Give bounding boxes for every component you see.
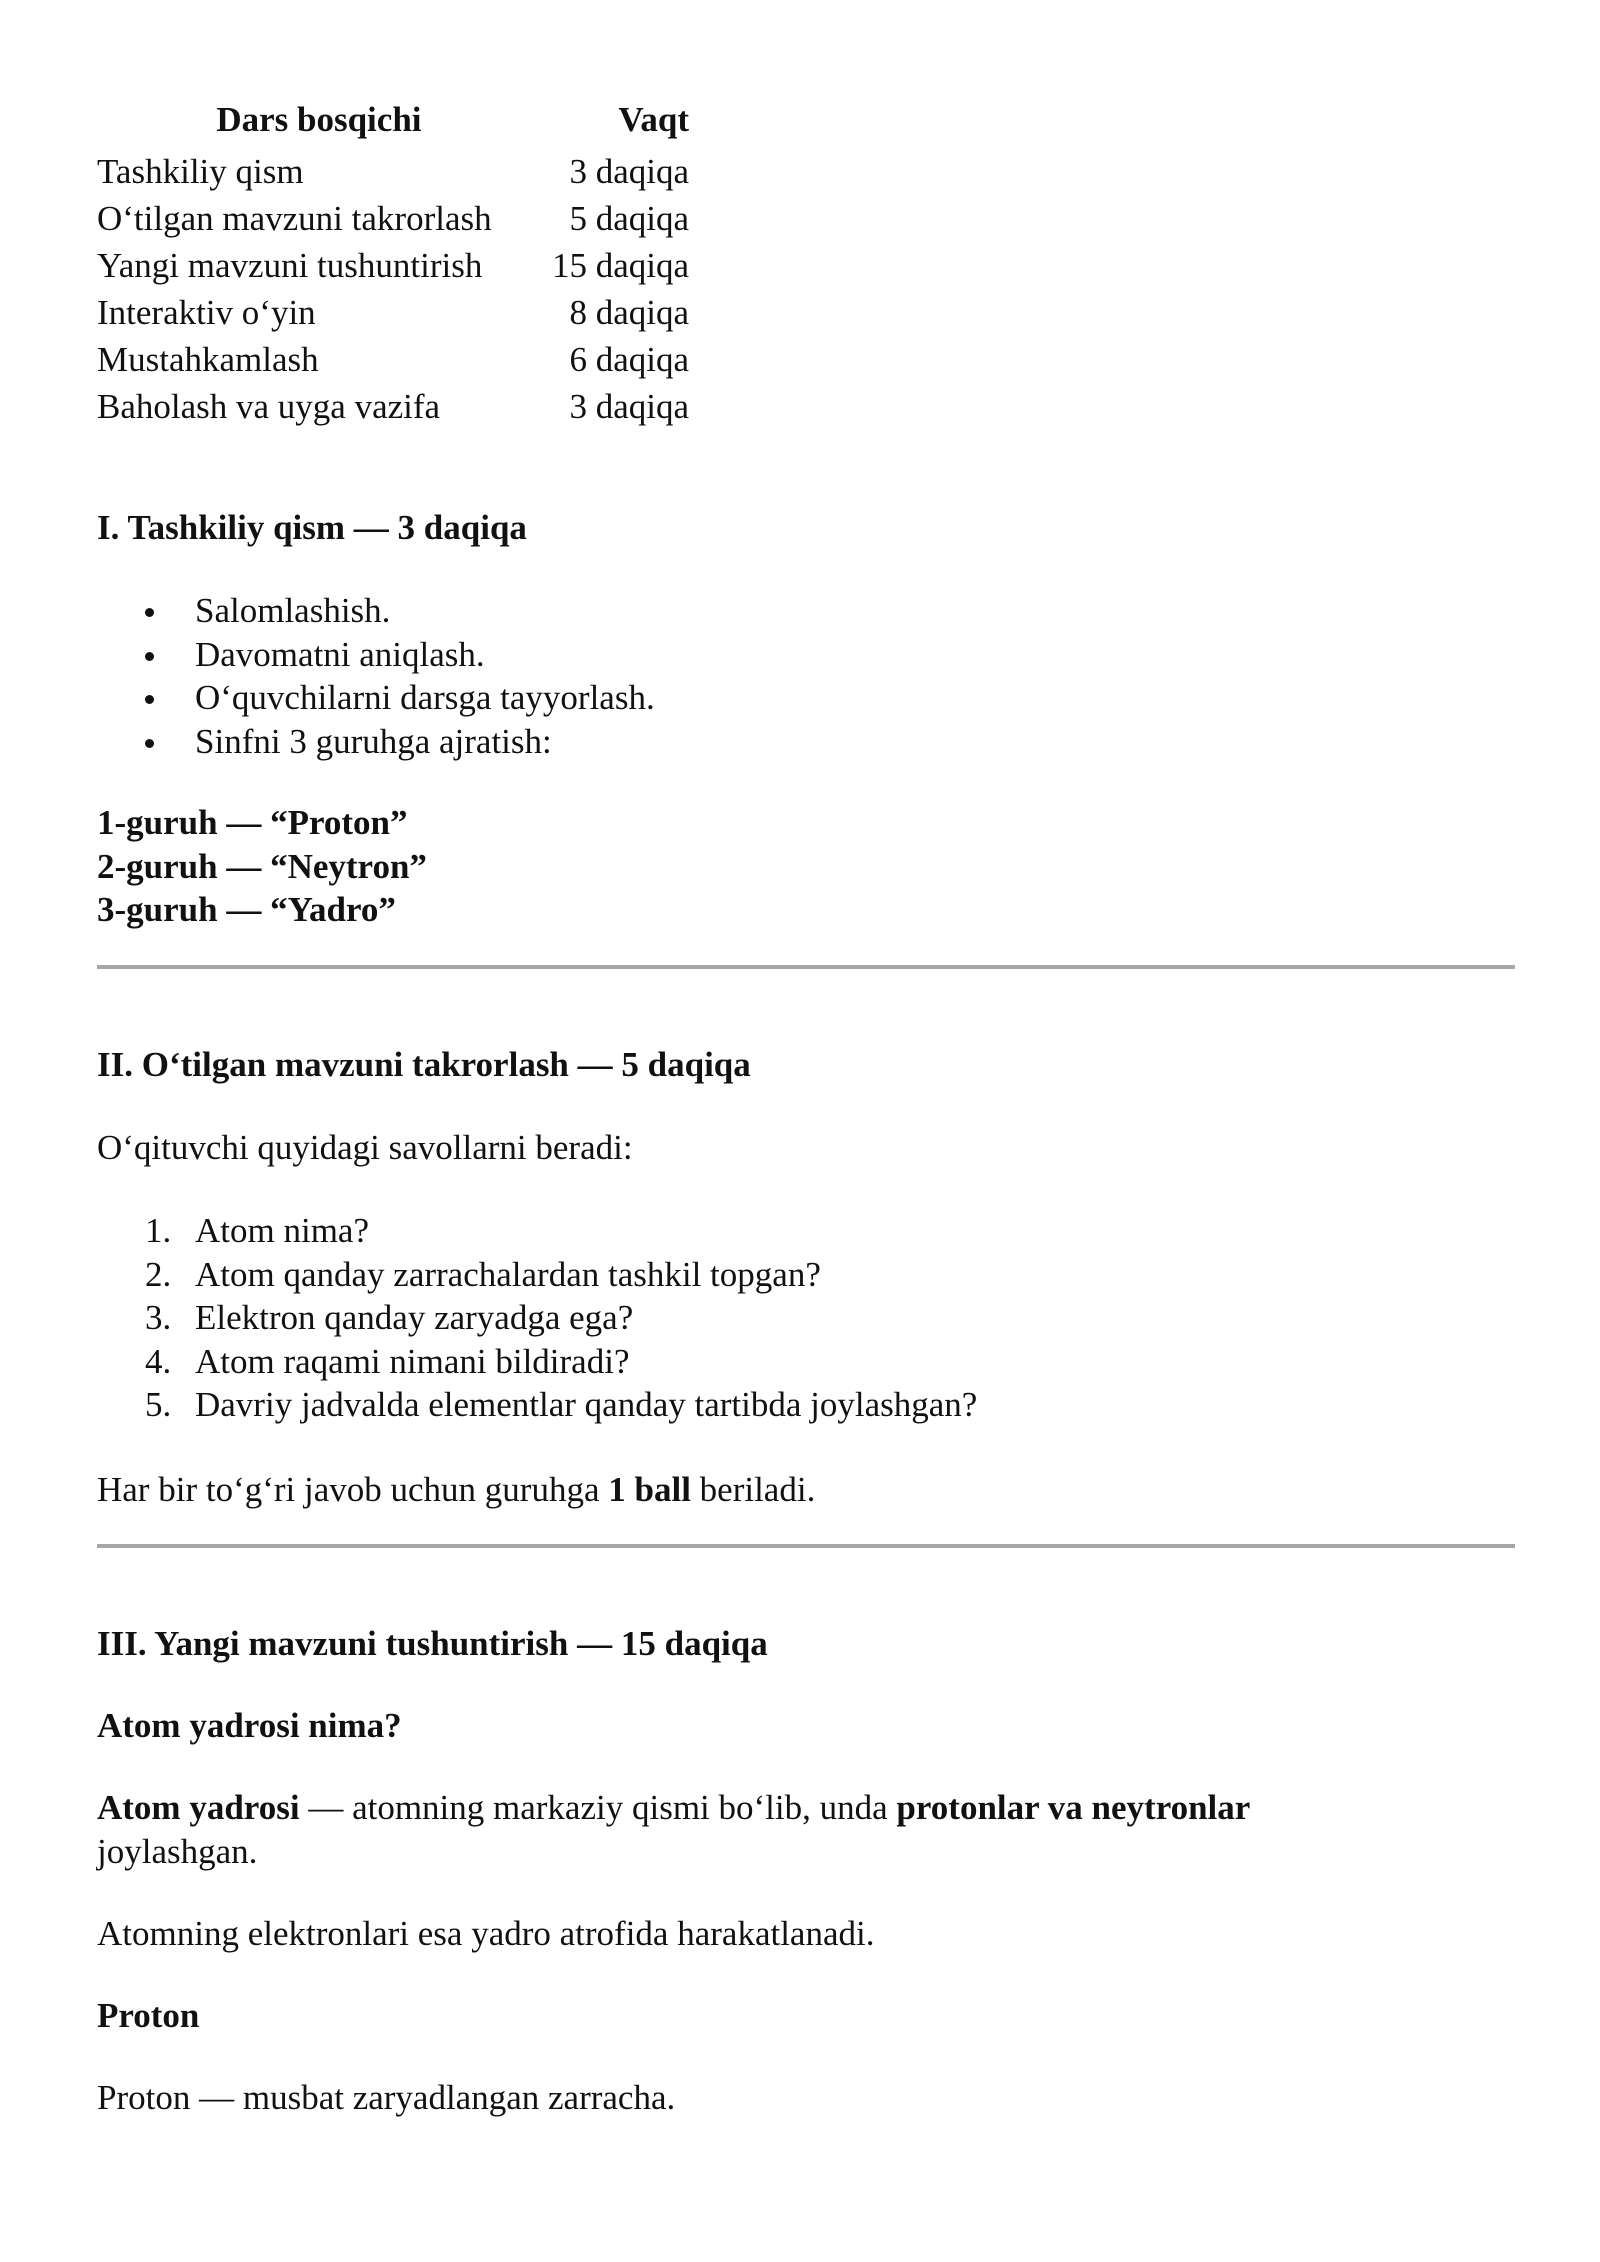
table-row: [97, 336, 689, 383]
stage-cell: Yangi mavzuni tushuntirish: [97, 246, 483, 285]
question-item: [97, 1296, 977, 1340]
scoring-note: [97, 1468, 1515, 1512]
question-text: Elektron qanday zaryadga ega?: [195, 1298, 634, 1337]
time-cell: 3 daqiqa: [569, 387, 689, 426]
list-item-text: O‘quvchilarni darsga tayyorlash.: [195, 678, 655, 717]
bullet-icon: [145, 608, 154, 617]
definition-end: joylashgan.: [97, 1831, 258, 1871]
table-header-row: [97, 96, 689, 148]
question-number: 2.: [145, 1254, 172, 1294]
section-divider: [97, 1544, 1515, 1548]
question-text: Atom qanday zarrachalardan tashkil topgan?: [195, 1254, 821, 1294]
header-time: Vaqt: [618, 100, 689, 139]
list-item: [97, 589, 655, 633]
bullet-icon: [145, 739, 154, 748]
scoring-text: Har bir to‘g‘ri javob uchun guruhga: [97, 1470, 609, 1509]
question-number: 5.: [145, 1385, 172, 1424]
nucleus-question-heading: Atom yadrosi nima?: [97, 1706, 402, 1745]
review-questions-list: [97, 1209, 977, 1427]
proton-heading: Proton: [97, 1996, 200, 2035]
list-item-text: Salomlashish.: [195, 591, 391, 630]
questions-intro: O‘qituvchi quyidagi savollarni beradi:: [97, 1128, 633, 1167]
section-2-title: II. O‘tilgan mavzuni takrorlash — 5 daqiqa: [97, 1045, 751, 1084]
time-cell: 3 daqiqa: [569, 152, 689, 191]
group-list: [97, 801, 427, 932]
scoring-text-end: beriladi.: [690, 1470, 816, 1509]
organizational-bullet-list: [97, 589, 655, 763]
stage-cell: Tashkiliy qism: [97, 152, 304, 191]
question-text: Atom raqami nimani bildiradi?: [195, 1341, 630, 1381]
bullet-icon: [145, 695, 154, 704]
section-3-title: III. Yangi mavzuni tushuntirish — 15 daqiqa: [97, 1624, 768, 1663]
nucleus-definition: [97, 1786, 1397, 1873]
question-text: Atom nima?: [195, 1211, 369, 1250]
question-item: [97, 1209, 977, 1253]
table-row: [97, 289, 689, 336]
table-row: [97, 242, 689, 289]
group-line: 1-guruh — “Proton”: [97, 803, 408, 842]
question-number: 1.: [145, 1211, 172, 1250]
nucleus-term: Atom yadrosi: [97, 1788, 300, 1827]
section-divider: [97, 965, 1515, 969]
scoring-points: 1 ball: [608, 1470, 691, 1509]
question-number: 4.: [145, 1341, 172, 1381]
time-cell: 5 daqiqa: [569, 199, 689, 238]
proton-definition: Proton — musbat zaryadlangan zarracha.: [97, 2078, 676, 2117]
stage-cell: O‘tilgan mavzuni takrorlash: [97, 199, 492, 238]
time-cell: 6 daqiqa: [569, 340, 689, 379]
lesson-schedule-table: [97, 96, 689, 430]
question-item: [97, 1383, 977, 1427]
stage-cell: Mustahkamlash: [97, 340, 319, 379]
table-row: [97, 195, 689, 242]
time-cell: 15 daqiqa: [551, 246, 689, 285]
table-row: [97, 148, 689, 195]
list-item-text: Sinfni 3 guruhga ajratish:: [195, 721, 552, 761]
particles-term: protonlar va neytronlar: [896, 1788, 1251, 1827]
time-cell: 8 daqiqa: [569, 293, 689, 332]
header-stage: Dars bosqichi: [216, 100, 422, 139]
group-line: 2-guruh — “Neytron”: [97, 846, 427, 886]
question-text: Davriy jadvalda elementlar qanday tartibda joylashgan?: [195, 1385, 978, 1424]
stage-cell: Baholash va uyga vazifa: [97, 387, 441, 426]
electrons-paragraph: Atomning elektronlari esa yadro atrofida harakatlanadi.: [97, 1914, 875, 1953]
stage-cell: Interaktiv o‘yin: [97, 293, 316, 332]
question-item: [97, 1253, 977, 1297]
bullet-icon: [145, 652, 154, 661]
question-number: 3.: [145, 1298, 172, 1337]
list-item: [97, 720, 655, 764]
question-item: [97, 1340, 977, 1384]
section-1-title: I. Tashkiliy qism — 3 daqiqa: [97, 508, 527, 547]
group-line: 3-guruh — “Yadro”: [97, 890, 396, 929]
table-row: [97, 383, 689, 430]
list-item: [97, 676, 655, 720]
list-item-text: Davomatni aniqlash.: [195, 634, 485, 674]
list-item: [97, 633, 655, 677]
definition-text: — atomning markaziy qismi bo‘lib, unda: [299, 1788, 897, 1827]
